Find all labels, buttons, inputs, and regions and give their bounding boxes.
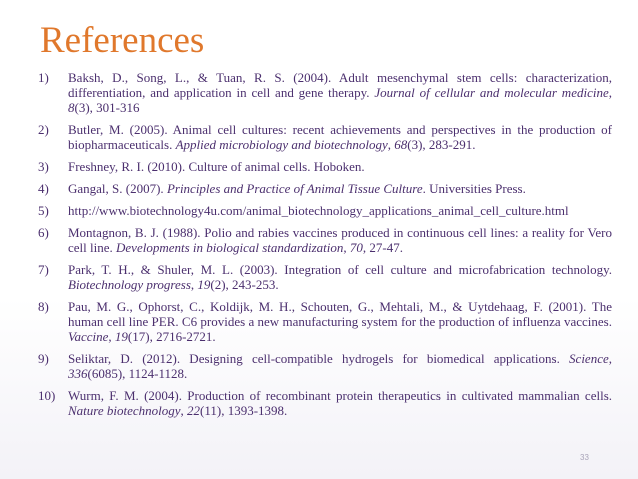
reference-italic-segment: Journal of cellular and molecular medicine	[374, 85, 609, 100]
reference-segment: Baksh, D., Song, L., & Tuan, R. S. (2004). Adult mesenchymal stem cells: characterization, differentiation, and application in cell and gene therapy.	[68, 70, 612, 100]
reference-segment: (3), 301-316	[74, 100, 140, 115]
reference-segment: ,	[190, 277, 198, 292]
reference-item	[38, 225, 612, 255]
reference-italic-segment: Biotechnology progress	[68, 277, 191, 292]
reference-italic-segment: 70	[349, 240, 363, 255]
reference-segment: . Universities Press.	[422, 181, 526, 196]
reference-number: 2)	[38, 122, 49, 137]
reference-segment: Park, T. H., & Shuler, M. L. (2003). Integration of cell culture and microfabrication technology.	[68, 262, 612, 277]
reference-segment: Pau, M. G., Ophorst, C., Koldijk, M. H., Schouten, G., Mehtali, M., & Uytdehaag, F. (2001). The human cell line PER. C6 provides a new manufacturing system for the production of influenza vaccines.	[68, 299, 612, 329]
reference-segment: ,	[343, 240, 350, 255]
reference-text	[68, 122, 612, 152]
reference-italic-segment: Principles and Practice of Animal Tissue Culture	[166, 181, 423, 196]
reference-segment: Seliktar, D. (2012). Designing cell-compatible hydrogels for biomedical applications.	[68, 351, 570, 366]
reference-segment: Montagnon, B. J. (1988). Polio and rabies vaccines produced in continuous cell lines: a reality for Vero cell line.	[68, 225, 612, 255]
reference-segment: (11), 1393-1398.	[200, 403, 288, 418]
reference-item	[38, 159, 612, 174]
reference-segment: (2), 243-253.	[210, 277, 279, 292]
reference-text	[68, 225, 612, 255]
reference-item	[38, 388, 612, 418]
reference-segment: ,	[608, 85, 612, 100]
reference-segment: ,	[608, 351, 612, 366]
reference-item	[38, 351, 612, 381]
reference-item	[38, 181, 612, 196]
reference-italic-segment: 68	[394, 137, 408, 152]
reference-segment: ,	[108, 329, 115, 344]
reference-number: 10)	[38, 388, 56, 403]
reference-italic-segment: Vaccine	[68, 329, 109, 344]
reference-number: 4)	[38, 181, 49, 196]
reference-italic-segment: 19	[197, 277, 211, 292]
reference-text	[68, 181, 612, 196]
reference-italic-segment: 22	[187, 403, 201, 418]
reference-segment: (17), 2716-2721.	[127, 329, 216, 344]
reference-item	[38, 70, 612, 115]
reference-item	[38, 122, 612, 152]
reference-list	[38, 70, 612, 425]
reference-italic-segment: 8	[68, 100, 75, 115]
reference-segment: Wurm, F. M. (2004). Production of recombinant protein therapeutics in cultivated mammalian cells.	[68, 388, 612, 403]
slide-number: 33	[580, 453, 589, 462]
reference-segment: Butler, M. (2005). Animal cell cultures: recent achievements and perspectives in the production of biopharmaceuticals.	[68, 122, 612, 152]
reference-number: 6)	[38, 225, 49, 240]
reference-number: 3)	[38, 159, 49, 174]
reference-number: 5)	[38, 203, 49, 218]
reference-text	[68, 70, 612, 115]
reference-segment: ,	[180, 403, 188, 418]
reference-italic-segment: 19	[114, 329, 128, 344]
reference-item	[38, 203, 612, 218]
reference-segment: ,	[387, 137, 395, 152]
reference-number: 8)	[38, 299, 49, 314]
reference-text	[68, 203, 612, 218]
reference-italic-segment: Nature biotechnology	[68, 403, 181, 418]
reference-italic-segment: Developments in biological standardization	[116, 240, 344, 255]
reference-text	[68, 388, 612, 418]
reference-segment: (6085), 1124-1128.	[87, 366, 188, 381]
reference-segment: Gangal, S. (2007).	[68, 181, 167, 196]
reference-text	[68, 262, 612, 292]
reference-segment: , 27-47.	[362, 240, 403, 255]
reference-italic-segment: Applied microbiology and biotechnology	[175, 137, 388, 152]
reference-segment: http://www.biotechnology4u.com/animal_biotechnology_applications_animal_cell_culture.html	[68, 203, 569, 218]
reference-number: 1)	[38, 70, 49, 85]
reference-segment: (3), 283-291.	[407, 137, 476, 152]
reference-item	[38, 299, 612, 344]
reference-number: 9)	[38, 351, 49, 366]
reference-item	[38, 262, 612, 292]
reference-italic-segment: 336	[68, 366, 88, 381]
slide-title: References	[40, 20, 205, 61]
reference-text	[68, 299, 612, 344]
reference-segment: Freshney, R. I. (2010). Culture of animal cells. Hoboken.	[68, 159, 365, 174]
reference-text	[68, 159, 612, 174]
reference-italic-segment: Science	[569, 351, 609, 366]
reference-number: 7)	[38, 262, 49, 277]
reference-text	[68, 351, 612, 381]
